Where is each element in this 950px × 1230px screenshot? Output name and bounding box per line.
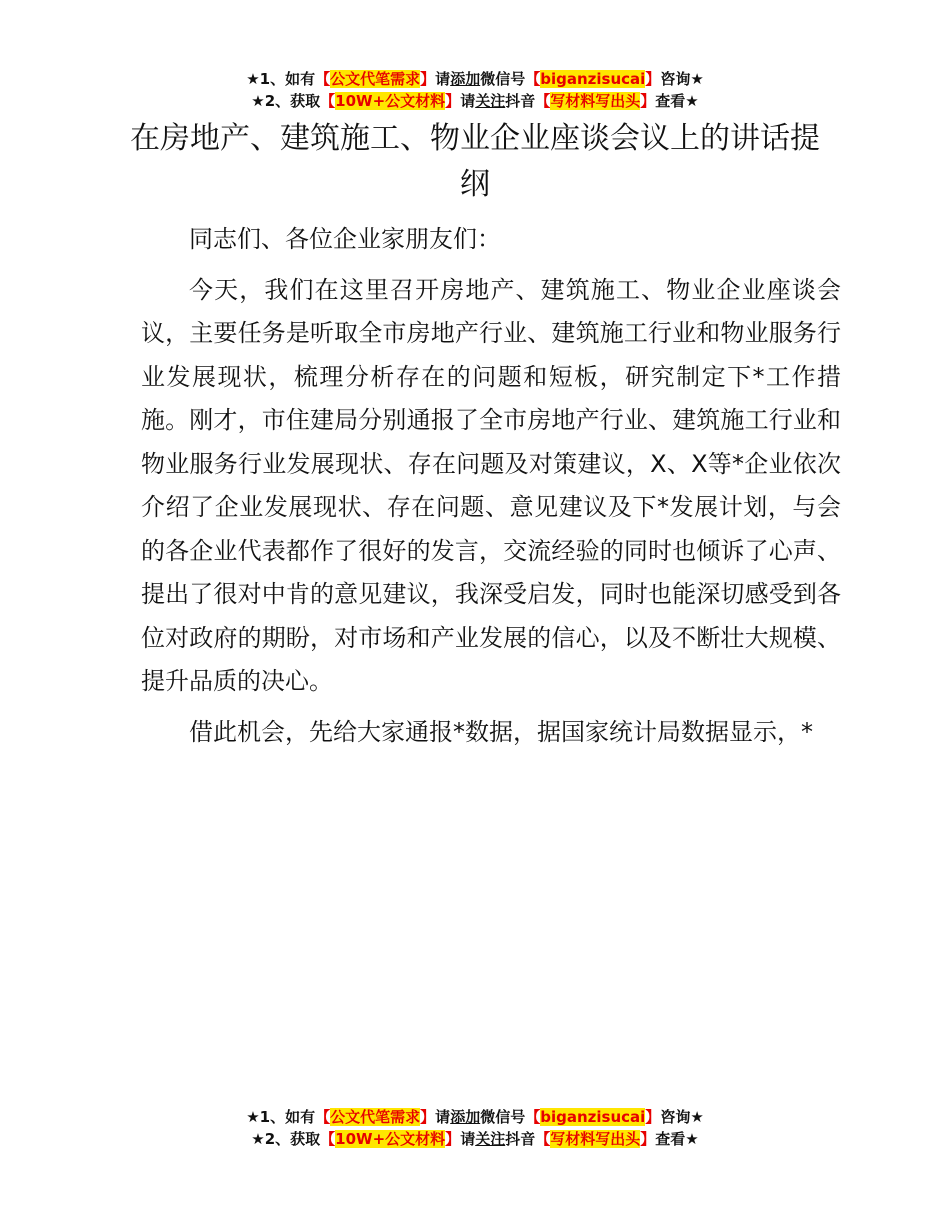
bracket: 【: [320, 1130, 336, 1148]
promo-line-2: [0, 1128, 950, 1150]
promo-underlined: 添加: [450, 70, 481, 88]
bracket: 【: [525, 1108, 541, 1126]
promo-line-1: [0, 1106, 950, 1128]
highlight-service: 公文代笔需求: [330, 70, 421, 88]
promo-text: 咨询★: [660, 70, 704, 88]
bracket: 【: [535, 92, 551, 110]
promo-text: 查看★: [655, 92, 699, 110]
highlight-wechat-id: biganzisucai: [540, 1108, 646, 1126]
promo-text: ★2、获取: [251, 92, 321, 110]
promo-text: 请: [435, 1108, 451, 1126]
highlight-service: 公文代笔需求: [330, 1108, 421, 1126]
promo-underlined: 关注: [475, 1130, 506, 1148]
promo-underlined: 关注: [475, 92, 506, 110]
promo-text: ★1、如有: [246, 70, 316, 88]
promo-banner-bottom: [0, 1106, 950, 1150]
bracket: 】: [445, 92, 461, 110]
promo-text: 抖音: [505, 92, 536, 110]
bracket: 】: [445, 1130, 461, 1148]
body-paragraph: 借此机会，先给大家通报*数据，据国家统计局数据显示，*: [189, 717, 813, 746]
salutation-paragraph: 同志们、各位企业家朋友们：: [189, 225, 501, 253]
bracket: 】: [645, 70, 661, 88]
promo-line-2: [0, 90, 950, 112]
bracket: 【: [320, 92, 336, 110]
document-title: 在房地产、建筑施工、物业企业座谈会议上的讲话提纲: [130, 121, 820, 202]
bracket: 】: [640, 92, 656, 110]
bracket: 【: [525, 70, 541, 88]
promo-text: 请: [460, 92, 476, 110]
promo-underlined: 添加: [450, 1108, 481, 1126]
promo-text: 请: [460, 1130, 476, 1148]
bracket: 】: [645, 1108, 661, 1126]
highlight-materials: 10W+公文材料: [335, 1130, 446, 1148]
promo-text: 微信号: [480, 1108, 526, 1126]
bracket: 】: [640, 1130, 656, 1148]
bracket: 】: [420, 70, 436, 88]
promo-text: 微信号: [480, 70, 526, 88]
bracket: 】: [420, 1108, 436, 1126]
promo-text: 抖音: [505, 1130, 536, 1148]
bracket: 【: [315, 1108, 331, 1126]
promo-text: 请: [435, 70, 451, 88]
highlight-materials: 10W+公文材料: [335, 92, 446, 110]
promo-text: 咨询★: [660, 1108, 704, 1126]
highlight-douyin-account: 写材料写出头: [550, 1130, 641, 1148]
bracket: 【: [315, 70, 331, 88]
bracket: 【: [535, 1130, 551, 1148]
promo-text: 查看★: [655, 1130, 699, 1148]
body-paragraph: 今天，我们在这里召开房地产、建筑施工、物业企业座谈会议，主要任务是听取全市房地产行业、建筑施工行业和物业服务行业发展现状，梳理分析存在的问题和短板，研究制定下*工作措施。刚才，市住建局分别通报了全市房地产行业、建筑施工行业和物业服务行业发展现状、存在问题及对策建议，X、X等*企业依次介绍了企业发展现状、存在问题、意见建议及下*发展计划，与会的各企业代表都作了很好的发言，交流经验的同时也倾诉了心声、提出了很对中肯的意见建议，我深受启发，同时也能深切感受到各位对政府的期盼，对市场和产业发展的信心，以及不断壮大规模、提升品质的决心。: [141, 275, 841, 695]
promo-line-1: [0, 68, 950, 90]
promo-banner-top: [0, 68, 950, 112]
document-body: [141, 218, 841, 761]
promo-text: ★1、如有: [246, 1108, 316, 1126]
highlight-douyin-account: 写材料写出头: [550, 92, 641, 110]
promo-text: ★2、获取: [251, 1130, 321, 1148]
highlight-wechat-id: biganzisucai: [540, 70, 646, 88]
